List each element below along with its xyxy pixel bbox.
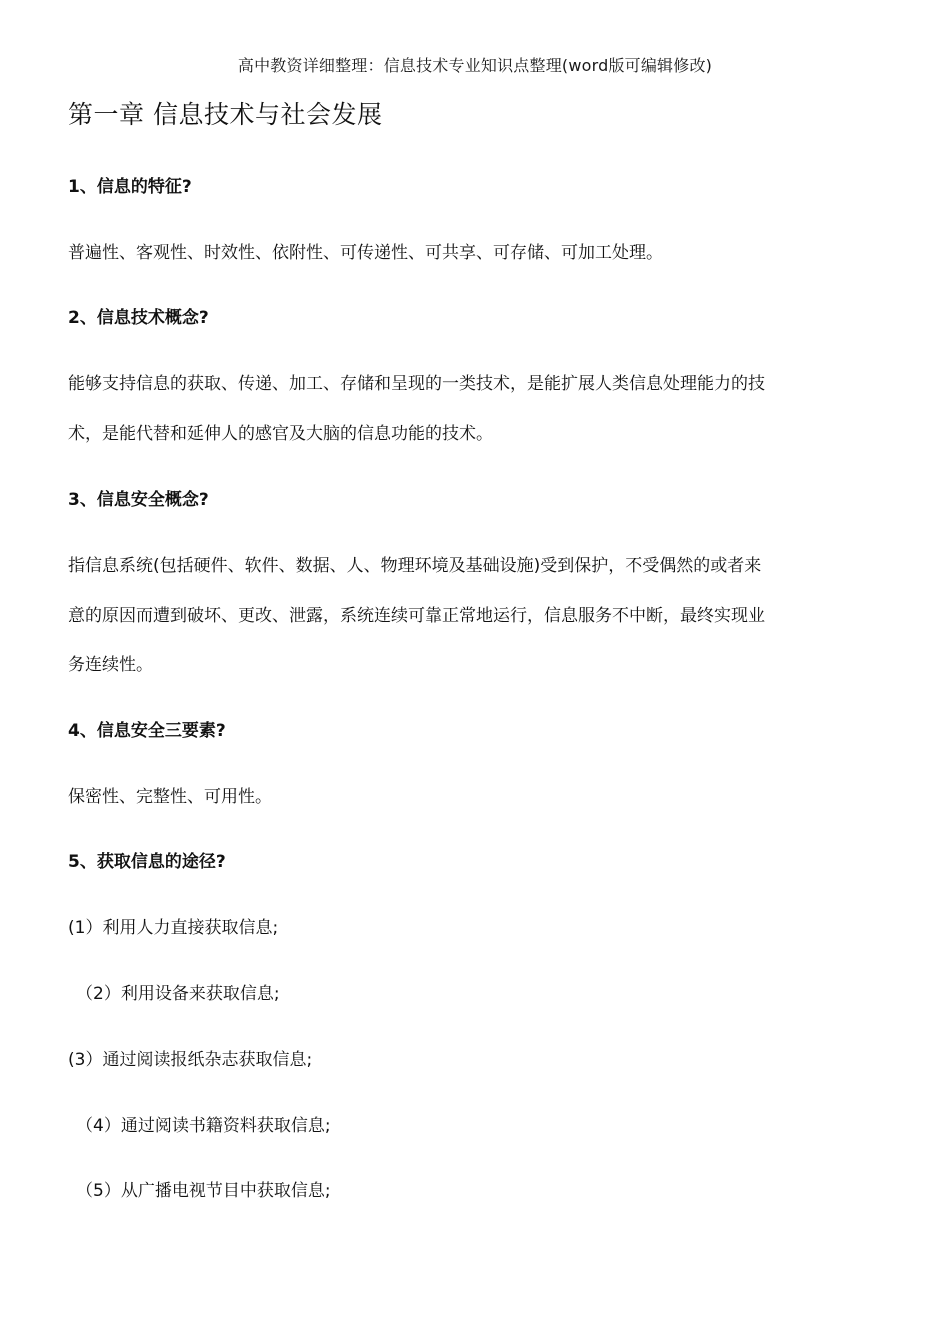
question-heading-2: 2、信息技术概念? (68, 308, 209, 328)
answer-paragraph-3-line-1: 指信息系统(包括硬件、软件、数据、人、物理环境及基础设施)受到保护，不受偶然的或者来 (68, 556, 762, 576)
list-item-3: (3）通过阅读报纸杂志获取信息; (68, 1050, 313, 1070)
question-heading-1: 1、信息的特征? (68, 177, 192, 197)
answer-paragraph-3-line-3: 务连续性。 (68, 655, 153, 675)
answer-paragraph-4: 保密性、完整性、可用性。 (68, 787, 272, 807)
list-item-1: (1）利用人力直接获取信息; (68, 918, 279, 938)
list-item-5: （5）从广播电视节目中获取信息; (76, 1181, 331, 1201)
answer-paragraph-1: 普遍性、客观性、时效性、依附性、可传递性、可共享、可存储、可加工处理。 (68, 243, 663, 263)
list-item-2: （2）利用设备来获取信息; (76, 984, 280, 1004)
question-heading-3: 3、信息安全概念? (68, 490, 209, 510)
page-header: 高中教资详细整理：信息技术专业知识点整理(word版可编辑修改) (237, 56, 713, 75)
chapter-title: 第一章 信息技术与社会发展 (68, 100, 383, 129)
answer-paragraph-2-line-1: 能够支持信息的获取、传递、加工、存储和呈现的一类技术，是能扩展人类信息处理能力的技 (68, 374, 765, 394)
question-heading-4: 4、信息安全三要素? (68, 721, 226, 741)
question-heading-5: 5、获取信息的途径? (68, 852, 226, 872)
answer-paragraph-3-line-2: 意的原因而遭到破坏、更改、泄露，系统连续可靠正常地运行，信息服务不中断，最终实现业 (68, 606, 765, 626)
list-item-4: （4）通过阅读书籍资料获取信息; (76, 1116, 331, 1136)
answer-paragraph-2-line-2: 术，是能代替和延伸人的感官及大脑的信息功能的技术。 (68, 424, 493, 444)
